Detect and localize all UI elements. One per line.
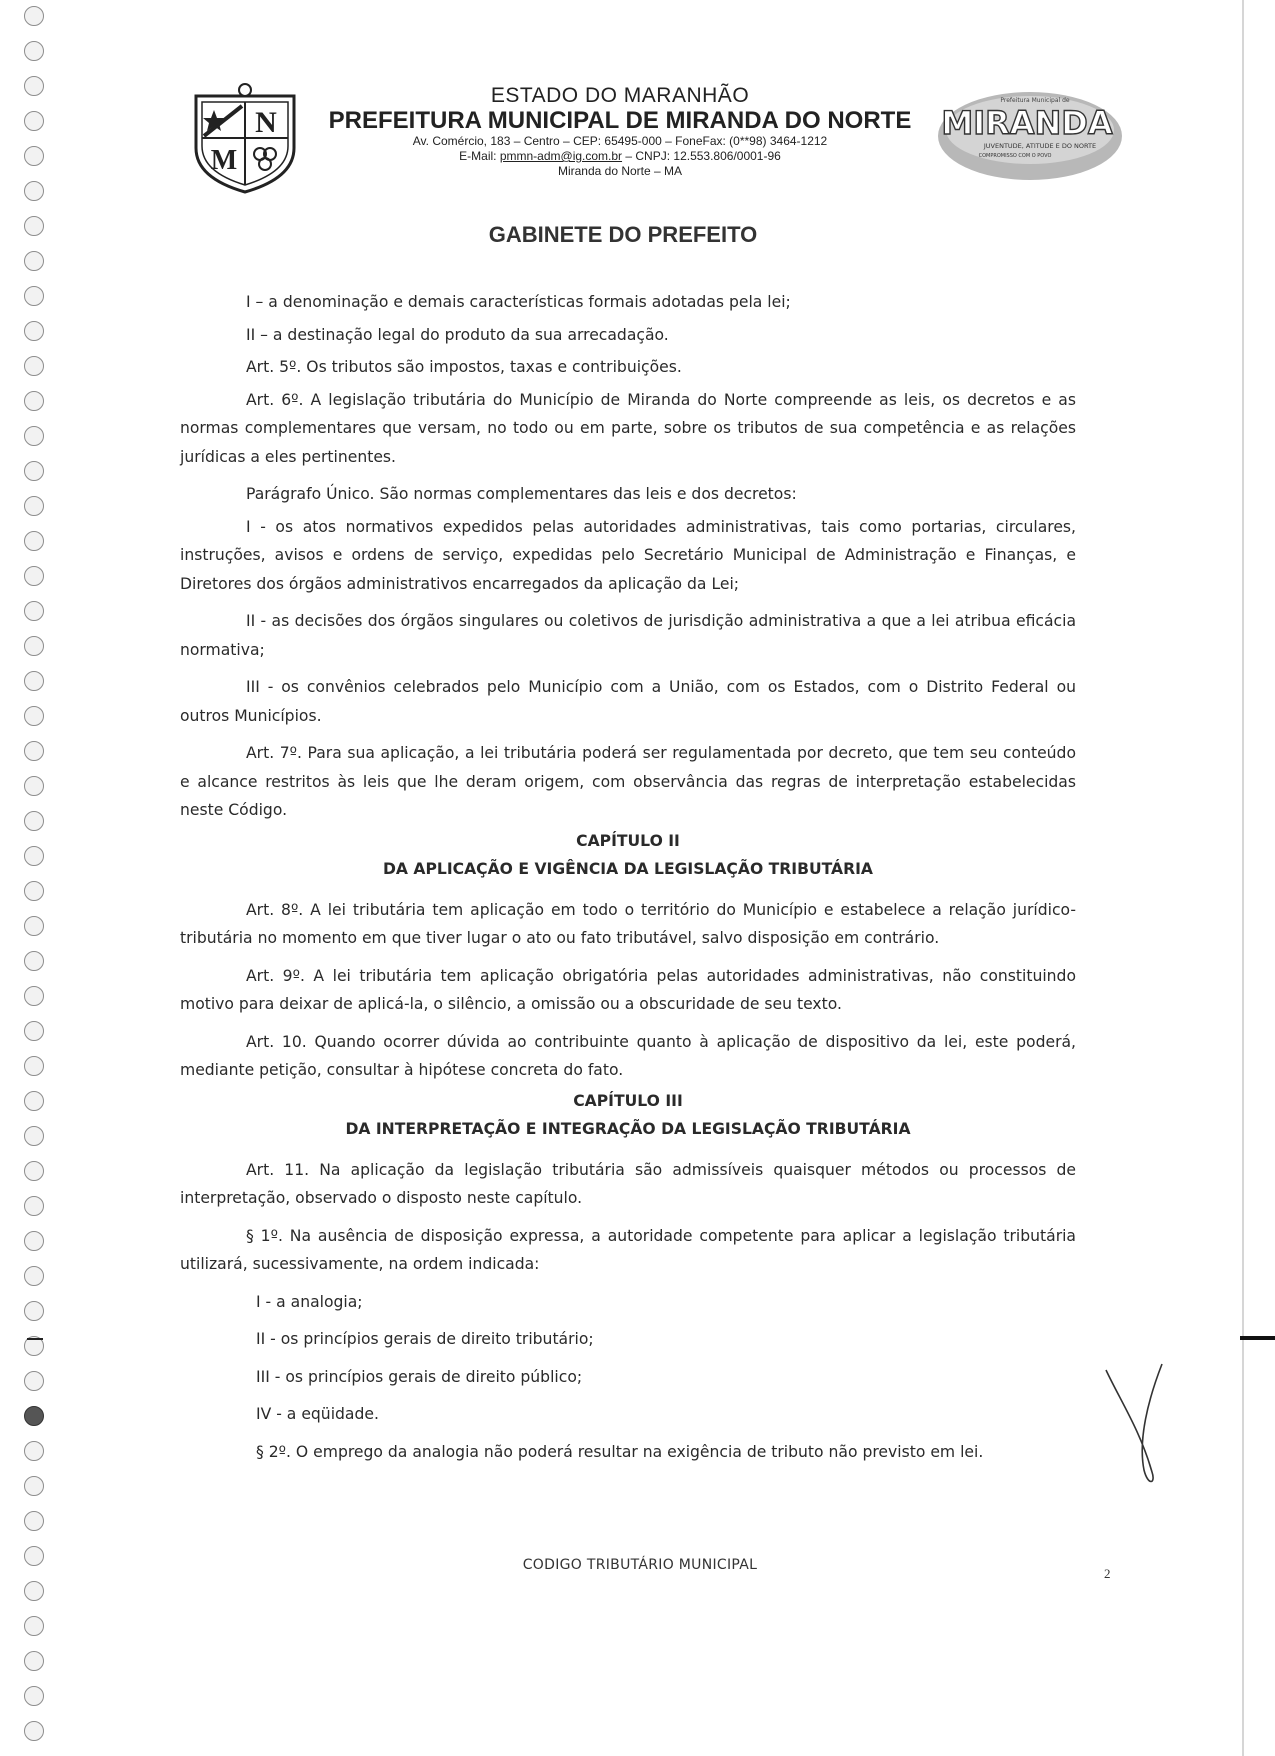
logo-sub-text-2: COMPROMISSO COM O POVO (978, 153, 1052, 159)
binder-hole (24, 1441, 44, 1461)
binder-hole (24, 1196, 44, 1216)
binder-hole (24, 216, 44, 236)
method-iii: III - os princípios gerais de direito público; (256, 1367, 583, 1386)
binder-hole (24, 776, 44, 796)
binder-hole (24, 1126, 44, 1146)
binder-hole (24, 1616, 44, 1636)
page-edge-line (1242, 0, 1244, 1756)
binder-hole (24, 1406, 44, 1426)
binder-hole (24, 881, 44, 901)
binder-hole (24, 986, 44, 1006)
binder-hole (24, 846, 44, 866)
binder-hole (24, 1511, 44, 1531)
binder-hole (24, 601, 44, 621)
binder-hole (24, 391, 44, 411)
letterhead (190, 78, 1130, 203)
binder-hole (24, 496, 44, 516)
chapter-2-heading: CAPÍTULO II (576, 831, 680, 850)
binder-hole (24, 1091, 44, 1111)
binder-hole (24, 111, 44, 131)
binder-hole (24, 251, 44, 271)
crest-letter-m: M (210, 145, 238, 176)
email-link[interactable]: pmmn-adm@ig.com.br (499, 149, 623, 163)
page-edge-mark (1240, 1336, 1275, 1340)
address: Av. Comércio, 183 – Centro – CEP: 65495-000 – FoneFax: (0**98) 3464-1212 (412, 134, 828, 148)
municipal-crest-icon (190, 82, 300, 194)
item-i: I – a denominação e demais características formais adotadas pela lei; (246, 293, 791, 311)
binder-hole (24, 1161, 44, 1181)
chapter-2-title: DA APLICAÇÃO E VIGÊNCIA DA LEGISLAÇÃO TRIBUTÁRIA (382, 860, 873, 878)
binder-hole (24, 1231, 44, 1251)
signature-initial-icon (1100, 1360, 1180, 1490)
binder-hole (24, 1686, 44, 1706)
binder-hole (24, 1266, 44, 1286)
prefeitura-name: PREFEITURA MUNICIPAL DE MIRANDA DO NORTE (328, 107, 912, 134)
binder-hole (24, 1371, 44, 1391)
binder-hole (24, 321, 44, 341)
crest-letter-n: N (255, 106, 277, 139)
binder-hole (24, 41, 44, 61)
binder-hole (24, 1721, 44, 1741)
article-10: Art. 10. Quando ocorrer dúvida ao contribuinte quanto à aplicação de dispositivo da lei, este poderá, mediante petição, consultar à hipótese concreta do fato. (180, 1032, 1076, 1079)
article-5: Art. 5º. Os tributos são impostos, taxas e contribuições. (246, 358, 682, 376)
logo-text: MIRANDA (941, 104, 1113, 142)
binder-hole (24, 1301, 44, 1321)
article-11-p2: § 2º. O emprego da analogia não poderá resultar na exigência de tributo não previsto em lei. (256, 1442, 984, 1461)
binder-hole (24, 1056, 44, 1076)
binder-hole (24, 741, 44, 761)
page-number: 2 (1104, 1566, 1111, 1581)
article-7: Art. 7º. Para sua aplicação, a lei tributária poderá ser regulamentada por decreto, que tem seu conteúdo e alcance restritos às leis que lhe deram origem, com observância das regras de interpretação estabelecidas neste Código. (180, 744, 1076, 819)
binder-hole (24, 706, 44, 726)
binder-hole (24, 916, 44, 936)
binder-hole (24, 286, 44, 306)
miranda-logo-icon (935, 84, 1125, 184)
method-ii: II - os princípios gerais de direito tributário; (256, 1330, 594, 1348)
article-9: Art. 9º. A lei tributária tem aplicação obrigatória pelas autoridades administrativas, não constituindo motivo para deixar de aplicá-la, o silêncio, a omissão ou a obscuridade de seu texto. (180, 966, 1076, 1013)
footer-title: CODIGO TRIBUTÁRIO MUNICIPAL (522, 1557, 758, 1573)
letterhead-text (300, 84, 940, 179)
article-11: Art. 11. Na aplicação da legislação tributária são admissíveis quaisquer métodos ou processos de interpretação, observado o disposto neste capítulo. (180, 1160, 1076, 1207)
binder-holes (20, 0, 50, 1756)
paragrafo-unico-ii: II - as decisões dos órgãos singulares ou coletivos de jurisdição administrativa a que a lei atribua eficácia normativa; (180, 612, 1076, 659)
binder-hole (24, 636, 44, 656)
binder-hole (24, 951, 44, 971)
binder-hole (24, 6, 44, 26)
binder-hole (24, 566, 44, 586)
binder-hole (24, 671, 44, 691)
binder-hole (24, 181, 44, 201)
binder-hole (24, 356, 44, 376)
chapter-3-heading: CAPÍTULO III (573, 1091, 683, 1110)
office-title: GABINETE DO PREFEITO (488, 222, 758, 247)
binder-hole (24, 811, 44, 831)
method-i: I - a analogia; (256, 1292, 363, 1311)
method-iv: IV - a eqüidade. (256, 1405, 379, 1423)
binder-hole (24, 1581, 44, 1601)
paragrafo-unico-iii: III - os convênios celebrados pelo Município com a União, com os Estados, com o Distrito Federal ou outros Municípios. (180, 678, 1076, 725)
contact-line (300, 149, 940, 164)
binder-hole (24, 1476, 44, 1496)
item-ii: II – a destinação legal do produto da sua arrecadação. (246, 325, 669, 344)
city: Miranda do Norte – MA (557, 164, 683, 178)
document-body (180, 288, 1076, 1475)
email-label: E-Mail: (459, 149, 500, 163)
binder-hole (24, 146, 44, 166)
binder-hole (24, 76, 44, 96)
paragrafo-unico: Parágrafo Único. São normas complementares das leis e dos decretos: (246, 485, 797, 503)
binder-tick (27, 1338, 43, 1340)
state-name: ESTADO DO MARANHÃO (490, 84, 750, 107)
article-11-p1: § 1º. Na ausência de disposição expressa, a autoridade competente para aplicar a legislação tributária utilizará, sucessivamente, na ordem indicada: (180, 1226, 1076, 1273)
binder-hole (24, 1651, 44, 1671)
binder-hole (24, 461, 44, 481)
paragrafo-unico-i: I - os atos normativos expedidos pelas autoridades administrativas, tais como portarias, circulares, instruções, avisos e ordens de serviço, expedidas pelo Secretário Municipal de Administração e Finanças, e Diretores dos órgãos administrativos encarregados da aplicação da Lei; (180, 517, 1076, 593)
binder-hole (24, 1546, 44, 1566)
logo-sub-text: JUVENTUDE, ATITUDE E DO NORTE (983, 142, 1097, 150)
cnpj: – CNPJ: 12.553.806/0001-96 (622, 149, 781, 163)
binder-hole (24, 1021, 44, 1041)
chapter-3-title: DA INTERPRETAÇÃO E INTEGRAÇÃO DA LEGISLAÇÃO TRIBUTÁRIA (345, 1120, 911, 1138)
binder-hole (24, 531, 44, 551)
logo-top-text: Prefeitura Municipal de (1000, 97, 1070, 104)
article-8: Art. 8º. A lei tributária tem aplicação em todo o território do Município e estabelece a relação jurídico-tributária no momento em que tiver lugar o ato ou fato tributável, salvo disposição em contrário. (180, 900, 1076, 947)
article-6: Art. 6º. A legislação tributária do Município de Miranda do Norte compreende as leis, os decretos e as normas complementares que versam, no todo ou em parte, sobre os tributos de sua competência e as relações jurídicas a eles pertinentes. (180, 390, 1076, 466)
binder-hole (24, 426, 44, 446)
